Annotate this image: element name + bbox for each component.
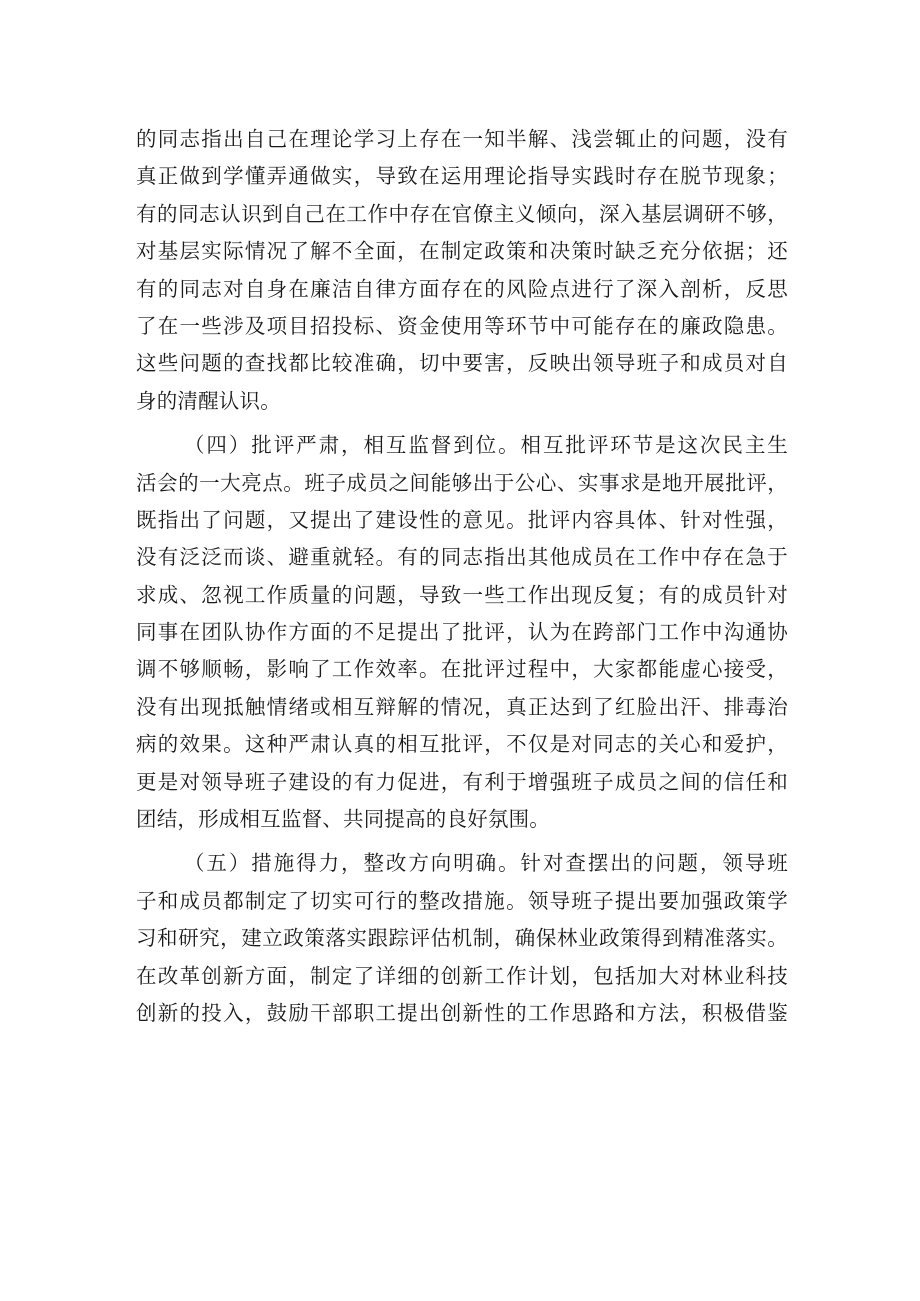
text-line: （五）措施得力，整改方向明确。针对查摆出的问题，领导班 [184, 851, 788, 876]
text-line: 了在一些涉及项目招投标、资金使用等环节中可能存在的廉政隐患。 [136, 313, 788, 338]
text-line: 习和研究，建立政策落实跟踪评估机制，确保林业政策得到精准落实。 [136, 926, 788, 951]
paragraph-criticism [136, 427, 788, 838]
text-line: 创新的投入，鼓励干部职工提出创新性的工作思路和方法，积极借鉴 [136, 1000, 788, 1025]
text-line: 子和成员都制定了切实可行的整改措施。领导班子提出要加强政策学 [136, 888, 788, 913]
text-line: 有的同志认识到自己在工作中存在官僚主义倾向，深入基层调研不够， [136, 201, 788, 226]
text-line: 病的效果。这种严肃认真的相互批评，不仅是对同志的关心和爱护， [136, 732, 788, 757]
text-line: 这些问题的查找都比较准确，切中要害，反映出领导班子和成员对自 [136, 351, 788, 376]
text-line: 调不够顺畅，影响了工作效率。在批评过程中，大家都能虚心接受， [136, 657, 788, 682]
text-line: 团结，形成相互监督、共同提高的良好氛围。 [136, 807, 550, 832]
paragraph-measures [136, 845, 788, 1032]
paragraph-continued [136, 121, 788, 420]
text-line: 身的清醒认识。 [136, 388, 281, 413]
document-body [136, 121, 788, 1032]
text-line: （四）批评严肃，相互监督到位。相互批评环节是这次民主生 [184, 433, 788, 458]
text-line: 更是对领导班子建设的有力促进，有利于增强班子成员之间的信任和 [136, 769, 788, 794]
text-line: 真正做到学懂弄通做实，导致在运用理论指导实践时存在脱节现象； [136, 164, 788, 189]
text-line: 没有泛泛而谈、避重就轻。有的同志指出其他成员在工作中存在急于 [136, 545, 788, 570]
text-line: 没有出现抵触情绪或相互辩解的情况，真正达到了红脸出汗、排毒治 [136, 694, 788, 719]
text-line: 求成、忽视工作质量的问题，导致一些工作出现反复；有的成员针对 [136, 582, 788, 607]
text-line: 的同志指出自己在理论学习上存在一知半解、浅尝辄止的问题，没有 [136, 127, 788, 151]
text-line: 活会的一大亮点。班子成员之间能够出于公心、实事求是地开展批评， [136, 470, 788, 495]
text-line: 对基层实际情况了解不全面，在制定政策和决策时缺乏充分依据；还 [136, 239, 788, 264]
paragraph-spacer [136, 420, 788, 427]
text-line: 有的同志对自身在廉洁自律方面存在的风险点进行了深入剖析，反思 [136, 276, 788, 301]
text-line: 同事在团队协作方面的不足提出了批评，认为在跨部门工作中沟通协 [136, 620, 788, 645]
paragraph-spacer [136, 838, 788, 845]
text-line: 既指出了问题，又提出了建设性的意见。批评内容具体、针对性强， [136, 507, 788, 532]
text-line: 在改革创新方面，制定了详细的创新工作计划，包括加大对林业科技 [136, 963, 788, 988]
